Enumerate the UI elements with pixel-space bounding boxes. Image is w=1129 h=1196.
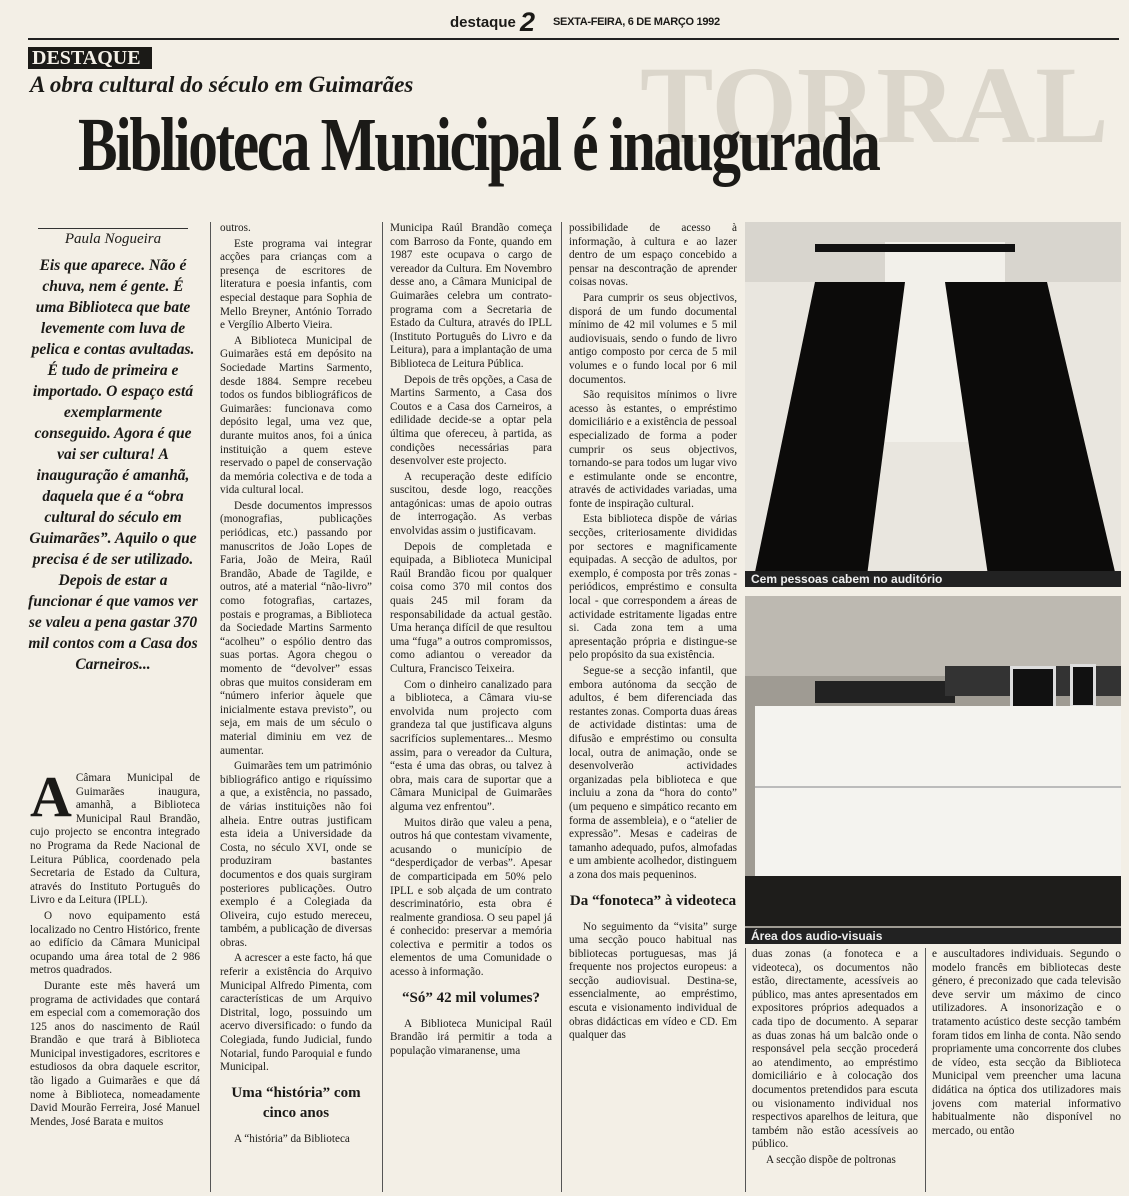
paragraph: Guimarães tem um património bibliográfico antigo e riquíssimo a que, a existência, no passado, de várias instituições não foi alheia. Entre outras justificam esta ideia a Universidade da Costa, no século XVI, onde se produziram bastantes documentos e dos quais surgiram posteriores publicações. Outro exemplo é a Colegiada da Oliveira, cujo estudo mereceu, também, a publicação de diversas obras. <box>220 760 372 949</box>
issue-date: SEXTA-FEIRA, 6 DE MARÇO 1992 <box>553 16 720 28</box>
paragraph: A “história” da Biblioteca <box>234 1132 350 1145</box>
paragraph: O novo equipamento está localizado no Centro Histórico, frente ao edifício da Câmara Municipal ocupando uma área total de 2 986 metros quadrados. <box>30 909 200 977</box>
article-column-2 <box>220 222 372 1148</box>
byline: Paula Nogueira <box>38 228 188 248</box>
paragraph: e auscultadores individuais. Segundo o modelo francês em bibliotecas deste género, é preconizado que cada televisão deve servir um máximo de cinco utilizadores. A insonorização e o tratamento acústico deste secção também foram tidos em linha de conta. Não sendo propriamente uma concorrente dos clubes de vídeo, esta secção da Biblioteca Municipal vem preencher uma lacuna didática na óptica dos utilizadores mais jovens com material informativo habitualmente não disponível no mercado, ou então <box>932 948 1121 1137</box>
article-column-5 <box>752 948 918 1170</box>
subheading: Da “fonoteca” à videoteca <box>569 892 737 909</box>
paragraph: Este programa vai integrar acções para crianças com a presença de escritores de literatura e poesia infantis, com especial destaque para Sophia de Mello Breyner, António Torrado e Vergílio Alberto Vieira. <box>220 237 372 332</box>
paragraph: Depois de três opções, a Casa de Martins Sarmento, a Casa dos Coutos e a Casa dos Carneiros, a edilidade decide-se a optar pela última que ofereceu, à partida, as condições necessárias para desenvolver este projecto. <box>390 373 552 468</box>
article-column-1 <box>30 764 200 1131</box>
paragraph: Câmara Municipal de Guimarães inaugura, amanhã, a Biblioteca Municipal Raul Brandão, cujo projecto se encontra integrado no Programa da Rede Nacional de Leitura Pública, coordenado pela Secretaria de Estado da Cultura, através do Instituto Português do Livro e da Leitura (IPLL). <box>30 772 200 907</box>
kicker: A obra cultural do século em Guimarães <box>30 72 414 97</box>
audiovisual-area-photo <box>745 596 1121 944</box>
paragraph: Municipa Raúl Brandão começa com Barroso da Fonte, quando em 1987 este ocupava o cargo de vereador da Cultura. Em Novembro desse ano, a Câmara Municipal de Guimarães celebra um contrato-programa com a Secretaria de Estado da Cultura, através do IPLL (Instituto Português do Livro e da Leitura), para a implantação de uma Biblioteca de Leitura Pública. <box>390 222 552 370</box>
paragraph: Esta biblioteca dispõe de várias secções, criteriosamente divididas por sectores e magnificamente equipadas. A secção de adultos, por exemplo, é composta por três zonas - periódicos, empréstimo e consulta local - que correspondem a áreas de actividade estritamente ligadas entre si. Cada zona tem a uma apresentação própria e distingue-se pelo propósito da sua existência. <box>569 513 737 662</box>
paragraph: A secção dispõe de poltronas <box>766 1153 896 1166</box>
article-column-4 <box>569 222 737 1045</box>
photo-caption: Área dos audio-visuais <box>745 928 1121 944</box>
section-name: destaque <box>450 14 516 31</box>
subheading: “Só” 42 mil volumes? <box>402 989 540 1006</box>
paragraph: Desde documentos impressos (monografias, publicações periódicas, etc.) passando por manuscritos de João Lopes de Faria, João de Meira, Raúl Brandão, Abade de Tagilde, e outros, até a material “não-livro” como fotografias, cartazes, postais e programas, a Biblioteca da Sociedade Martins Sarmento “acolheu” o espólio dentro das suas portas. Agora chegou o momento de “devolver” essas obras que muitos consideram em “número inferior àquele que inicialmente estava previsto”, ou seja, em mais de um século o material diminiu em vez de aumentar. <box>220 499 372 757</box>
paragraph: A Biblioteca Municipal de Guimarães está em depósito na Sociedade Martins Sarmento, desde 1884. Sempre recebeu todos os fundos bibliográficos de Guimarães: funcionava como depósito legal, uma vez que, durante muitos anos, foi a única instituição a quem esteve reservado o papel de conservação da memória colectiva e de toda a vida cultural local. <box>220 334 372 497</box>
paragraph: Para cumprir os seus objectivos, disporá de um fundo documental mínimo de 42 mil volumes e 5 mil audiovisuais, sendo o fundo de livro antigo composto por cerca de 5 mil volumes e o fundo local por 6 mil documentos. <box>569 291 737 386</box>
column-rule <box>210 222 211 1192</box>
section-label: DESTAQUE <box>28 47 152 69</box>
column-rule <box>561 222 562 1192</box>
drop-cap: A <box>30 764 72 829</box>
column-rule <box>925 948 926 1192</box>
paragraph: Segue-se a secção infantil, que embora autónoma da secção de adultos, é bem diferenciada das restantes zonas. Comporta duas áreas de actividade distintas: uma de difusão e empréstimo ou consulta local, outra de animação, onde se desenvolverão actividades organizadas pela biblioteca e que incluiu a zona da “hora do conto” (um pequeno e simpático recanto em forma de assembleia), e o “atelier de expressão”. Mesas e cadeiras de tamanho adequado, pufos, almofadas e um ambiente acolhedor, distinguem a zona dos mais pequeninos. <box>569 665 737 881</box>
paragraph: São requisitos mínimos o livre acesso às estantes, o empréstimo domiciliário e a existência de pessoal especializado de forma a poder cumprir os seus objectivos, tornando-se para todos um lugar vivo e estimulante onde se encontre, através de actividades variadas, uma fonte de inspiração cultural. <box>569 389 737 510</box>
subheading: Uma “história” com cinco anos <box>231 1084 361 1121</box>
paragraph: Com o dinheiro canalizado para a biblioteca, a Câmara viu-se envolvida num projecto com grandeza tal que justificava alguns sacrifícios suplementares... Mesmo assim, para o vereador da Cultura, “esta é uma das obras, ou talvez à obra, mais cara de suportar que a Câmara Municipal de Guimarães alguma vez enfrentou”. <box>390 678 552 813</box>
headline: Biblioteca Municipal é inaugurada <box>78 103 879 187</box>
header-rule <box>28 38 1119 40</box>
column-rule <box>745 948 746 1192</box>
paragraph: Muitos dirão que valeu a pena, outros há que contestam vivamente, acusando o município de “desperdiçador de verbas”. Apesar de comparticipada em 50% pelo IPLL e sob alçada de um contrato descriminatório, esta obra é realmente grandiosa. O seu papel já é conhecido: preservar a memória colectiva e permitir a todos os elementos de uma Comunidade o acesso à informação. <box>390 816 552 979</box>
paragraph: Durante este mês haverá um programa de actividades que contará em especial com a comemoração dos 125 anos do nascimento de Raúl Brandão e que trará à Biblioteca Municipal investigadores, escritores e estudiosos da obra daquele escritor, tão ligado a Guimarães e que dá nome à Biblioteca, nomeadamente David Mourão Ferreira, José Manuel Mendes, José Barata e muitos <box>30 979 200 1128</box>
paragraph: Depois de completada e equipada, a Biblioteca Municipal Raúl Brandão ficou por qualquer coisa como 370 mil contos dos quais 245 mil foram da responsabilidade da actual gestão. Uma herança difícil de que resultou uma “fuga” a outros compromissos, como adiantou o vereador da Cultura, Francisco Teixeira. <box>390 540 552 675</box>
paragraph: duas zonas (a fonoteca e a videoteca), os documentos não estão, directamente, acessíveis ao público, mas antes apresentados em expositores próprios adequados a cada tipo de documento. A separar as duas zonas há um balcão onde o responsável pela secção procederá ao atendimento, ao empréstimo domiciliário e à colocação dos documentos pretendidos para escuta ou visionamento individual nos respectivos aparelhos de leitura, que também não estão acessíveis ao público. <box>752 948 918 1151</box>
paragraph: A recuperação deste edifício suscitou, desde logo, reacções antagónicas: umas de apoio outras de interrogação. As verbas envolvidas assim o justificavam. <box>390 470 552 538</box>
paragraph: No seguimento da “visita” surge uma secção pouco habitual nas bibliotecas portuguesas, mas já frequente nos projectos europeus: a secção audiovisual. Destina-se, essencialmente, ao empréstimo, escuta e visionamento individual de obras didácticas em vídeo e CD. Em qualquer das <box>569 920 737 1042</box>
background-bleed-through: TORRAL <box>640 44 1109 166</box>
paragraph: outros. <box>220 222 251 234</box>
article-column-6 <box>932 948 1121 1140</box>
paragraph: A Biblioteca Municipal Raúl Brandão irá permitir a toda a população vimaranense, uma <box>390 1017 552 1057</box>
photo-caption: Cem pessoas cabem no auditório <box>745 571 1121 587</box>
article-column-3 <box>390 222 552 1060</box>
auditorium-photo <box>745 222 1121 587</box>
paragraph: possibilidade de acesso à informação, à cultura e ao lazer dentro de um espaço concebido a pensar na descontração de aprender coisas novas. <box>569 222 737 289</box>
page-number: 2 <box>520 7 536 37</box>
column-rule <box>382 222 383 1192</box>
paragraph: A acrescer a este facto, há que referir a existência do Arquivo Municipal Alfredo Pimenta, com características de um Arquivo Distrital, logo, possuindo um acervo diversificado: o fundo da Colegiada, fundo Judicial, fundo Notarial, fundo Paroquial e fundo Municipal. <box>220 952 372 1074</box>
lead-paragraph: Eis que aparece. Não é chuva, nem é gente. É uma Biblioteca que bate levemente com luva de pelica e contas avultadas. É tudo de primeira e importado. O espaço está exemplarmente conseguido. Agora é que vai ser cultura! A inauguração é amanhã, daquela que é a “obra cultural do século em Guimarães”. Aquilo o que precisa é de ser utilizado. Depois de estar a funcionar é que vamos ver se valeu a pena gastar 370 mil contos com a Casa dos Carneiros... <box>28 257 198 673</box>
